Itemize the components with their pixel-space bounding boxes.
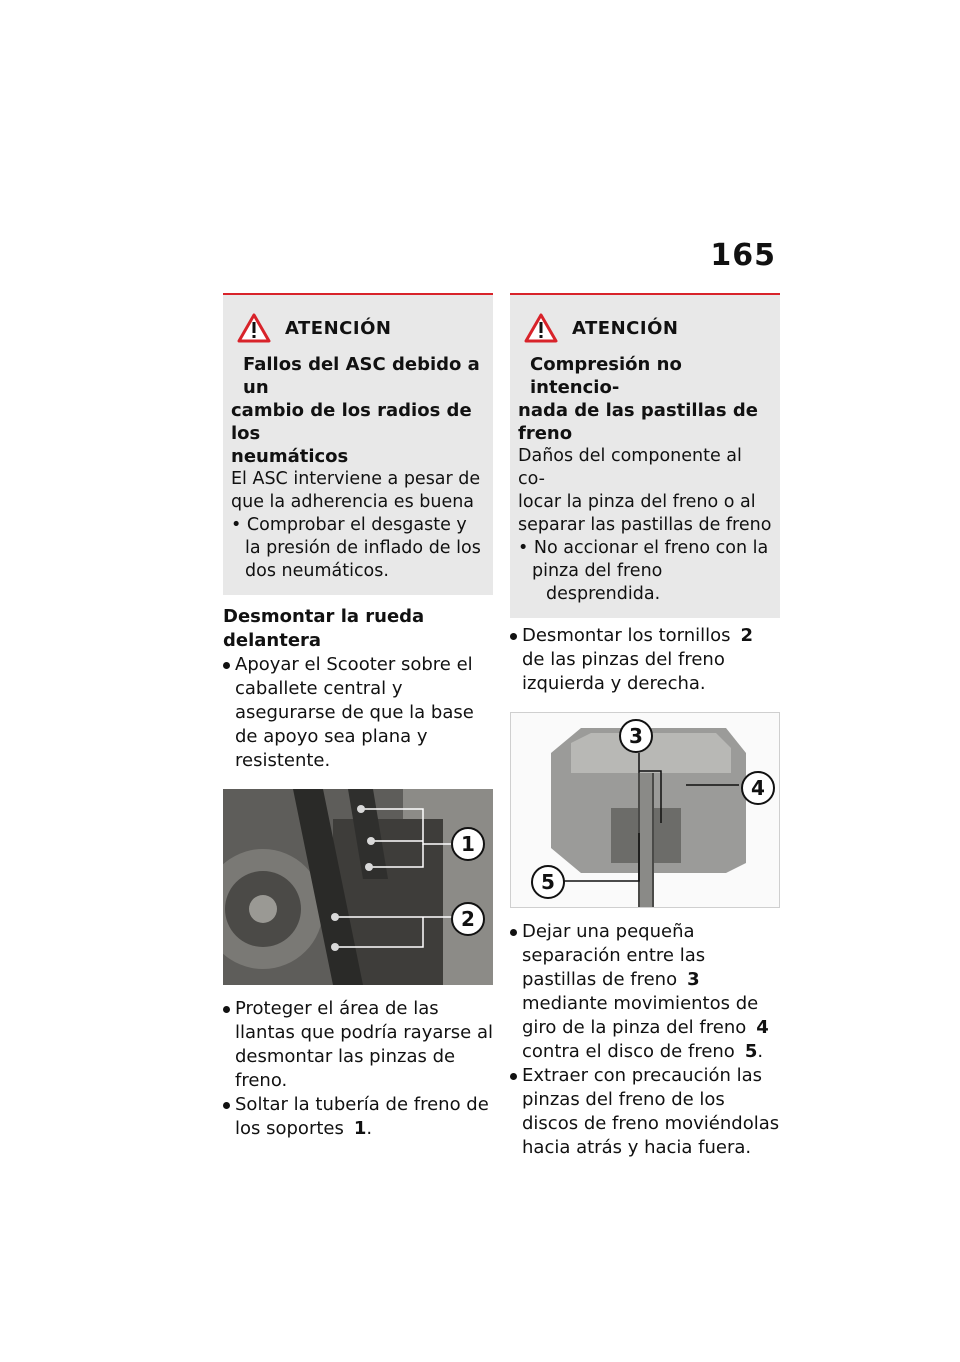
warning-heading [231, 353, 485, 468]
warning-triangle-icon [237, 313, 271, 343]
step-list [510, 624, 780, 696]
warning-title: ATENCIÓN [285, 317, 392, 339]
warning-bullet: • No accionar el freno con la pinza del freno desprendida. [518, 537, 772, 606]
warning-heading-line: nada de las pastillas de [518, 400, 758, 421]
warning-header [237, 313, 485, 343]
warning-heading-line: cambio de los radios de los [231, 400, 472, 444]
warning-title: ATENCIÓN [572, 317, 679, 339]
step-text: Soltar la tubería de freno de los soportes [235, 1094, 489, 1139]
step-text: Proteger el área de las llantas que podría rayarse al desmontar las pinzas de freno. [235, 998, 493, 1091]
warning-bullet: • Comprobar el desgaste y la presión de inflado de los dos neumáticos. [231, 514, 485, 583]
step-text: Apoyar el Scooter sobre el caballete central y asegurarse de que la base de apoyo sea plana y resistente. [235, 654, 474, 771]
warning-box [223, 293, 493, 595]
step-item [510, 920, 780, 1064]
step-text: Desmontar los tornillos [522, 625, 731, 646]
warning-text [231, 468, 485, 514]
warning-bullet-line: dos neumáticos. [245, 561, 389, 581]
reference-number: 5 [744, 1041, 758, 1062]
warning-heading-line: Compresión no intencio- [530, 354, 682, 398]
step-item [510, 624, 780, 696]
callout-1: 1 [451, 827, 485, 861]
step-suffix: . [366, 1118, 373, 1139]
step-list [510, 920, 780, 1160]
warning-text [518, 445, 772, 537]
warning-heading [518, 353, 772, 445]
step-text: Extraer con precaución las pinzas del freno de los discos de freno moviéndolas hacia atrás y hacia fuera. [522, 1065, 780, 1158]
warning-heading-line: freno [518, 423, 573, 444]
step-list [223, 653, 493, 773]
warning-bullet-line: No accionar el freno con la [533, 538, 769, 558]
step-item [223, 1093, 493, 1141]
callout-3: 3 [619, 719, 653, 753]
reference-number: 2 [740, 625, 754, 646]
warning-box [510, 293, 780, 618]
front-wheel-figure [223, 789, 493, 985]
reference-number: 1 [353, 1118, 367, 1139]
step-item [223, 997, 493, 1093]
callout-2: 2 [451, 902, 485, 936]
reference-number: 4 [756, 1017, 769, 1038]
warning-text-line: Daños del componente al co- [518, 446, 742, 489]
warning-triangle-icon [524, 313, 558, 343]
step-text: Dejar una pequeña separación entre las pastillas de freno [522, 921, 706, 990]
left-column [223, 293, 493, 1141]
reference-number: 3 [687, 969, 700, 990]
step-item [223, 653, 493, 773]
warning-heading-line: neumáticos [231, 446, 349, 467]
step-text: mediante movimientos de giro de la pinza del freno [522, 993, 759, 1038]
section-heading: Desmontar la rueda delantera [223, 606, 425, 651]
step-list [223, 997, 493, 1141]
warning-text-line: que la adherencia es buena [231, 492, 475, 512]
step-item [510, 1064, 780, 1160]
step-text: contra el disco de freno [522, 1041, 735, 1062]
step-suffix: de las pinzas del freno izquierda y derecha. [522, 649, 725, 694]
front-wheel-illustration [223, 789, 493, 985]
warning-text-line: locar la pinza del freno o al [518, 492, 756, 512]
warning-bullet-line: Comprobar el desgaste y [246, 515, 467, 535]
warning-header [524, 313, 772, 343]
warning-text-line: El ASC interviene a pesar de [231, 469, 481, 489]
warning-bullet-line: la presión de inflado de los [245, 538, 481, 558]
right-column [510, 293, 780, 1160]
callout-4: 4 [741, 771, 775, 805]
warning-text-line: separar las pastillas de freno [518, 515, 772, 535]
warning-heading-line: Fallos del ASC debido a un [243, 354, 480, 398]
warning-bullet-line: pinza del freno desprendida. [532, 561, 663, 604]
callout-5: 5 [531, 865, 565, 899]
step-suffix: . [757, 1041, 764, 1062]
page-number: 165 [710, 238, 776, 273]
brake-caliper-figure [510, 712, 780, 908]
